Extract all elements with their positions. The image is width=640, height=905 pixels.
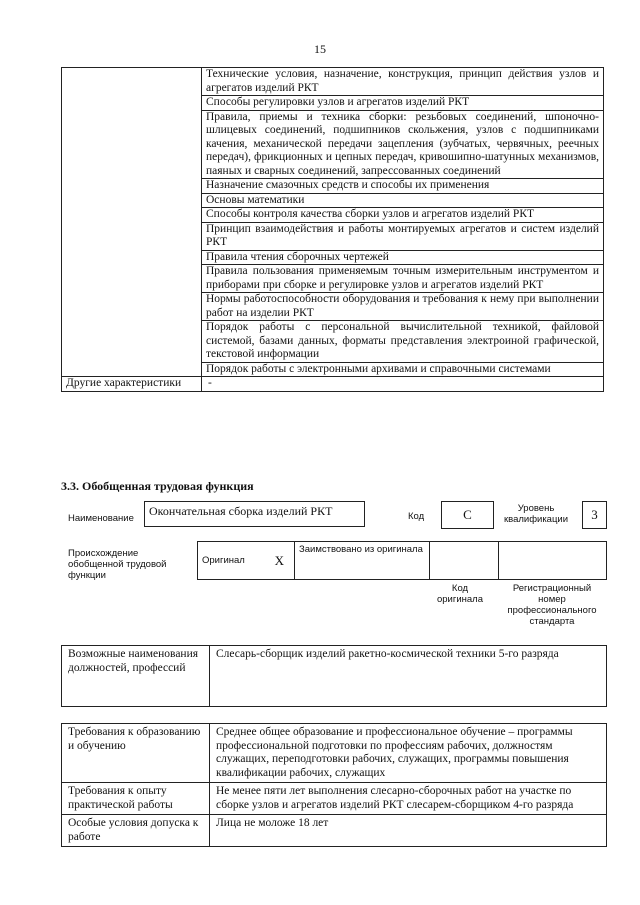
- function-name-label: Наименование: [68, 513, 134, 524]
- knowledge-item: Правила, приемы и техника сборки: резьбовых соединений, шпоночно-шлицевых соединений, подшипников скольжения, узлов с подшипниками качения, механической передачи зацепления (зубчатых, червячных, реечных передач), фрикционных и цепных передач, кривошипно-шатунных механизмов, паяных и сварных соединений, запрессованных соединений: [202, 110, 604, 179]
- experience-value: Не менее пяти лет выполнения слесарно-сборочных работ на участке по сборке узлов и агрегатов изделий РКТ слесарем-сборщиком 4-го разряда: [210, 783, 607, 815]
- other-characteristics-value: -: [202, 377, 604, 392]
- function-code-label: Код: [408, 511, 425, 522]
- knowledge-item: Основы математики: [202, 193, 604, 208]
- registration-number-caption: Регистрационный номер профессионального стандарта: [507, 583, 597, 627]
- knowledge-label-cell: [62, 68, 202, 377]
- positions-label: Возможные наименования должностей, профессий: [62, 646, 210, 707]
- positions-table: [61, 645, 607, 707]
- section-title: 3.3. Обобщенная трудовая функция: [61, 479, 254, 493]
- table-row: [62, 783, 607, 815]
- original-cell: [198, 542, 295, 580]
- original-label: Оригинал: [202, 555, 245, 566]
- experience-label: Требования к опыту практической работы: [62, 783, 210, 815]
- origin-table: [197, 541, 607, 580]
- qualification-level-label: Уровень квалификации: [503, 503, 569, 525]
- knowledge-item: Правила пользования применяемым точным измерительным инструментом и приборами при сборке и регулировке узлов и агрегатов изделий РКТ: [202, 265, 604, 293]
- admission-conditions-label: Особые условия допуска к работе: [62, 815, 210, 847]
- knowledge-item: Правила чтения сборочных чертежей: [202, 250, 604, 265]
- knowledge-item: Порядок работы с персональной вычислительной техникой, файловой системой, базами данных, форматы представления электроиной графической, текстовой информации: [202, 321, 604, 363]
- knowledge-item: Принцип взаимодействия и работы монтируемых агрегатов и систем изделий РКТ: [202, 222, 604, 250]
- original-mark: X: [274, 553, 284, 568]
- knowledge-item: Технические условия, назначение, конструкция, принцип действия узлов и агрегатов изделий РКТ: [202, 68, 604, 96]
- knowledge-item: Способы контроля качества сборки узлов и агрегатов изделий РКТ: [202, 208, 604, 223]
- page-number: 15: [314, 42, 326, 56]
- function-name-value: Окончательная сборка изделий РКТ: [144, 501, 365, 527]
- table-row: [62, 815, 607, 847]
- borrowed-label: Заимствовано из оригинала: [295, 542, 430, 580]
- qualification-level-value: 3: [582, 501, 607, 529]
- education-value: Среднее общее образование и профессиональное обучение – программы профессиональной подготовки по профессиям рабочих, должностям служащих, переподготовки рабочих, служащих, программы повышения квалификации рабочих, служащих: [210, 724, 607, 783]
- registration-number-cell: [499, 542, 607, 580]
- table-row: [62, 646, 607, 707]
- knowledge-table: [61, 67, 604, 392]
- table-row: [62, 377, 604, 392]
- requirements-table: [61, 723, 607, 847]
- admission-conditions-value: Лица не моложе 18 лет: [210, 815, 607, 847]
- original-code-cell: [430, 542, 499, 580]
- table-row: [62, 68, 604, 96]
- origin-label: Происхождение обобщенной трудовой функции: [68, 548, 167, 581]
- other-characteristics-label: Другие характеристики: [62, 377, 202, 392]
- knowledge-item: Способы регулировки узлов и агрегатов изделий РКТ: [202, 96, 604, 111]
- table-row: [62, 724, 607, 783]
- table-row: [198, 542, 607, 580]
- original-code-caption: Код оригинала: [436, 583, 483, 605]
- function-code-value: C: [441, 501, 494, 529]
- knowledge-item: Назначение смазочных средств и способы их применения: [202, 179, 604, 194]
- positions-value: Слесарь-сборщик изделий ракетно-космической техники 5-го разряда: [210, 646, 607, 707]
- education-label: Требования к образованию и обучению: [62, 724, 210, 783]
- knowledge-item: Порядок работы с электронными архивами и справочными системами: [202, 362, 604, 377]
- knowledge-item: Нормы работоспособности оборудования и требования к нему при выполнении работ на изделии РКТ: [202, 293, 604, 321]
